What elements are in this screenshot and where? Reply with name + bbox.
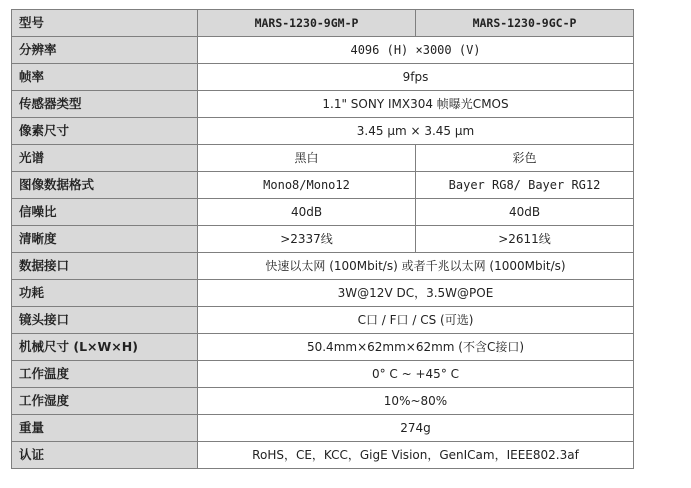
row-label: 机械尺寸 (L×W×H) — [12, 334, 198, 361]
row-label: 功耗 — [12, 280, 198, 307]
row-value: 3.45 μm × 3.45 μm — [198, 118, 634, 145]
row-value: 10%~80% — [198, 388, 634, 415]
row-label: 认证 — [12, 442, 198, 469]
row-pixel-size — [12, 118, 634, 145]
row-label: 清晰度 — [12, 226, 198, 253]
row-value: 3W@12V DC，3.5W@POE — [198, 280, 634, 307]
header-label: 型号 — [12, 10, 198, 37]
row-value-gm: 40dB — [198, 199, 416, 226]
row-resolution-lines — [12, 226, 634, 253]
row-data-interface — [12, 253, 634, 280]
row-value: 9fps — [198, 64, 634, 91]
row-value: 4096 (H) ×3000 (V) — [198, 37, 634, 64]
row-value-gc: >2611线 — [416, 226, 634, 253]
row-image-format — [12, 172, 634, 199]
row-operating-humidity — [12, 388, 634, 415]
row-value-gm: >2337线 — [198, 226, 416, 253]
row-value-gc: 40dB — [416, 199, 634, 226]
row-sensor-type — [12, 91, 634, 118]
row-value: 1.1" SONY IMX304 帧曝光CMOS — [198, 91, 634, 118]
row-operating-temp — [12, 361, 634, 388]
row-resolution — [12, 37, 634, 64]
row-value-gc: 彩色 — [416, 145, 634, 172]
row-value: 0° C ~ +45° C — [198, 361, 634, 388]
row-weight — [12, 415, 634, 442]
row-value: 274g — [198, 415, 634, 442]
row-dimensions — [12, 334, 634, 361]
row-label: 数据接口 — [12, 253, 198, 280]
row-value: RoHS，CE，KCC，GigE Vision，GenICam，IEEE802.3af — [198, 442, 634, 469]
row-label: 镜头接口 — [12, 307, 198, 334]
row-snr — [12, 199, 634, 226]
row-power — [12, 280, 634, 307]
row-spectrum — [12, 145, 634, 172]
row-label: 重量 — [12, 415, 198, 442]
row-label: 传感器类型 — [12, 91, 198, 118]
header-row — [12, 10, 634, 37]
row-label: 光谱 — [12, 145, 198, 172]
row-label: 像素尺寸 — [12, 118, 198, 145]
spec-table — [11, 9, 634, 469]
model-gm-header: MARS-1230-9GM-P — [198, 10, 416, 37]
row-value-gm: Mono8/Mono12 — [198, 172, 416, 199]
row-certification — [12, 442, 634, 469]
row-label: 图像数据格式 — [12, 172, 198, 199]
row-lens-mount — [12, 307, 634, 334]
row-value-gc: Bayer RG8/ Bayer RG12 — [416, 172, 634, 199]
row-value: C口 / F口 / CS (可选) — [198, 307, 634, 334]
row-frame-rate — [12, 64, 634, 91]
row-label: 帧率 — [12, 64, 198, 91]
row-value: 快速以太网 (100Mbit/s) 或者千兆以太网 (1000Mbit/s) — [198, 253, 634, 280]
model-gc-header: MARS-1230-9GC-P — [416, 10, 634, 37]
row-label: 信噪比 — [12, 199, 198, 226]
row-label: 工作湿度 — [12, 388, 198, 415]
row-value: 50.4mm×62mm×62mm (不含C接口) — [198, 334, 634, 361]
row-label: 工作温度 — [12, 361, 198, 388]
row-value-gm: 黑白 — [198, 145, 416, 172]
row-label: 分辨率 — [12, 37, 198, 64]
